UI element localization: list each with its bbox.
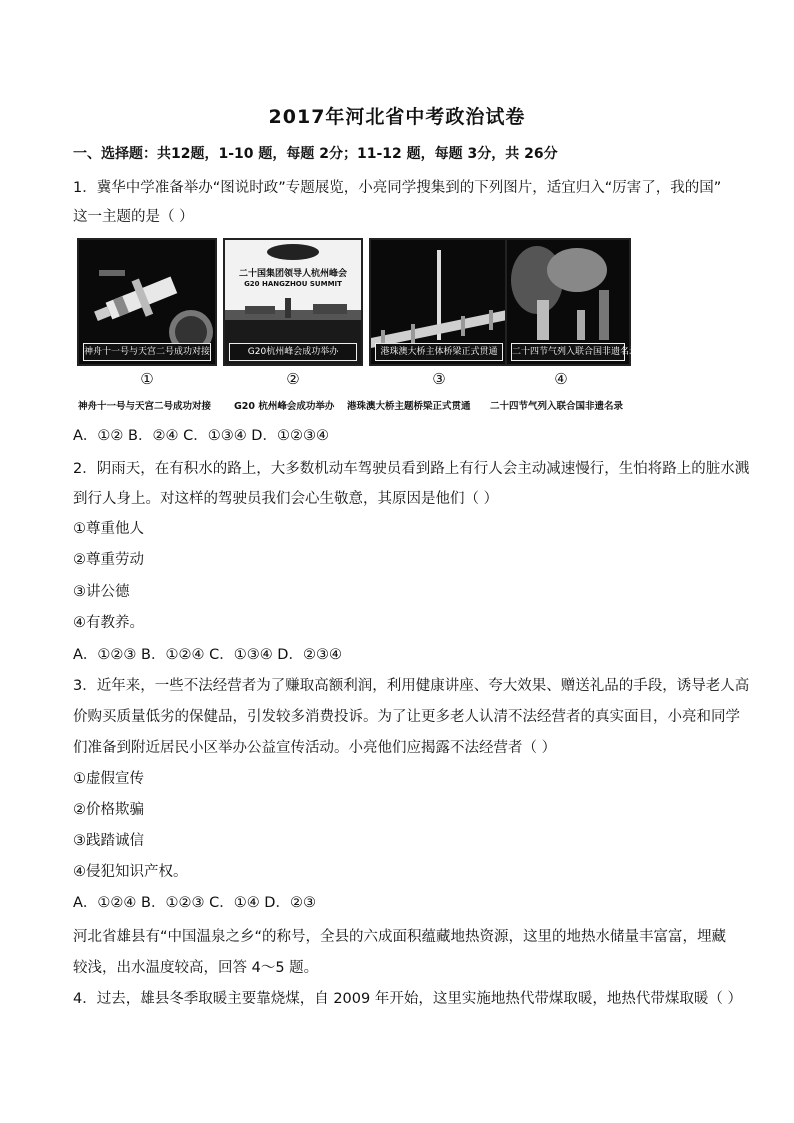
q3-item: ①虚假宣传 [73, 771, 144, 787]
q2-stem-line1: 2．阴雨天，在有积水的路上，大多数机动车驾驶员看到路上有行人会主动减速慢行，生怕将路上的脏水溅 [73, 461, 750, 477]
image-number-4: ④ [554, 370, 568, 388]
figure-label-2: G20 杭州峰会成功举办 [234, 401, 335, 412]
q2-item: ③讲公德 [73, 584, 130, 600]
photo-hzmb-bridge [369, 238, 509, 366]
q2-stem-line2: 到行人身上。对这样的驾驶员我们会心生敬意，其原因是他们（ ） [73, 491, 499, 507]
q1-figure [73, 234, 639, 394]
summit-banner-cn: 二十国集团领导人杭州峰会 [238, 269, 347, 279]
q3-options: A．①②④ B．①②③ C．①④ D．②③ [73, 895, 316, 911]
material-line1: 河北省雄县有“中国温泉之乡“的称号，全县的六成面积蕴藏地热资源，这里的地热水储量丰富富，埋藏 [73, 929, 727, 945]
q2-item: ②尊重劳动 [73, 552, 144, 568]
image-number-2: ② [286, 370, 300, 388]
q3-stem-line1: 3．近年来，一些不法经营者为了赚取高额利润，利用健康讲座、夸大效果、赠送礼品的手段，诱导老人高 [73, 678, 750, 694]
q3-item: ②价格欺骗 [73, 802, 144, 818]
page-title: 2017年河北省中考政治试卷 [268, 106, 526, 128]
figure-label-4: 二十四节气列入联合国非遗名录 [490, 401, 624, 412]
q2-item: ④有教养。 [73, 615, 144, 631]
q1-options: A．①② B．②④ C．①③④ D．①②③④ [73, 428, 329, 444]
image-number-1: ① [140, 370, 154, 388]
summit-banner-en: G20 HANGZHOU SUMMIT [244, 280, 342, 288]
q3-item: ④侵犯知识产权。 [73, 864, 188, 880]
photo-caption: 神舟十一号与天宫二号成功对接 [83, 343, 211, 361]
q3-stem-line2: 价购买质量低劣的保健品，引发较多消费投诉。为了让更多老人认清不法经营者的真实面目，小亮和同学 [73, 709, 740, 725]
photo-shenzhou-tiangong [77, 238, 217, 366]
material-line2: 较浅，出水温度较高，回答 4～5 题。 [73, 960, 319, 976]
figure-label-1: 神舟十一号与天宫二号成功对接 [78, 401, 212, 412]
q1-stem-line2: 这一主题的是（ ） [73, 209, 194, 225]
photo-g20-summit [223, 238, 363, 366]
photo-caption: G20杭州峰会成功举办 [229, 343, 357, 361]
q2-item: ①尊重他人 [73, 521, 144, 537]
image-number-3: ③ [432, 370, 446, 388]
figure-label-3: 港珠澳大桥主题桥梁正式贯通 [347, 401, 471, 412]
q2-options: A．①②③ B．①②④ C．①③④ D．②③④ [73, 647, 342, 663]
photo-solar-terms [505, 238, 639, 366]
photo-caption: 二十四节气列入联合国非遗名录 [511, 343, 625, 361]
q3-stem-line3: 们准备到附近居民小区举办公益宣传活动。小亮他们应揭露不法经营者（ ） [73, 740, 557, 756]
section-heading: 一、选择题：共12题，1-10 题，每题 2分；11-12 题，每题 3分，共 26分 [73, 146, 558, 162]
q1-stem-line1: 1．冀华中学准备举办“图说时政”专题展览，小亮同学搜集到的下列图片，适宜归入“厉害了，我的国” [73, 180, 722, 196]
q3-item: ③践踏诚信 [73, 833, 144, 849]
photo-caption: 港珠澳大桥主体桥梁正式贯通 [375, 343, 503, 361]
q4-stem-line1: 4．过去，雄县冬季取暖主要靠烧煤，自 2009 年开始，这里实施地热代带煤取暖，地热代带煤取暖（ ） [73, 991, 742, 1007]
